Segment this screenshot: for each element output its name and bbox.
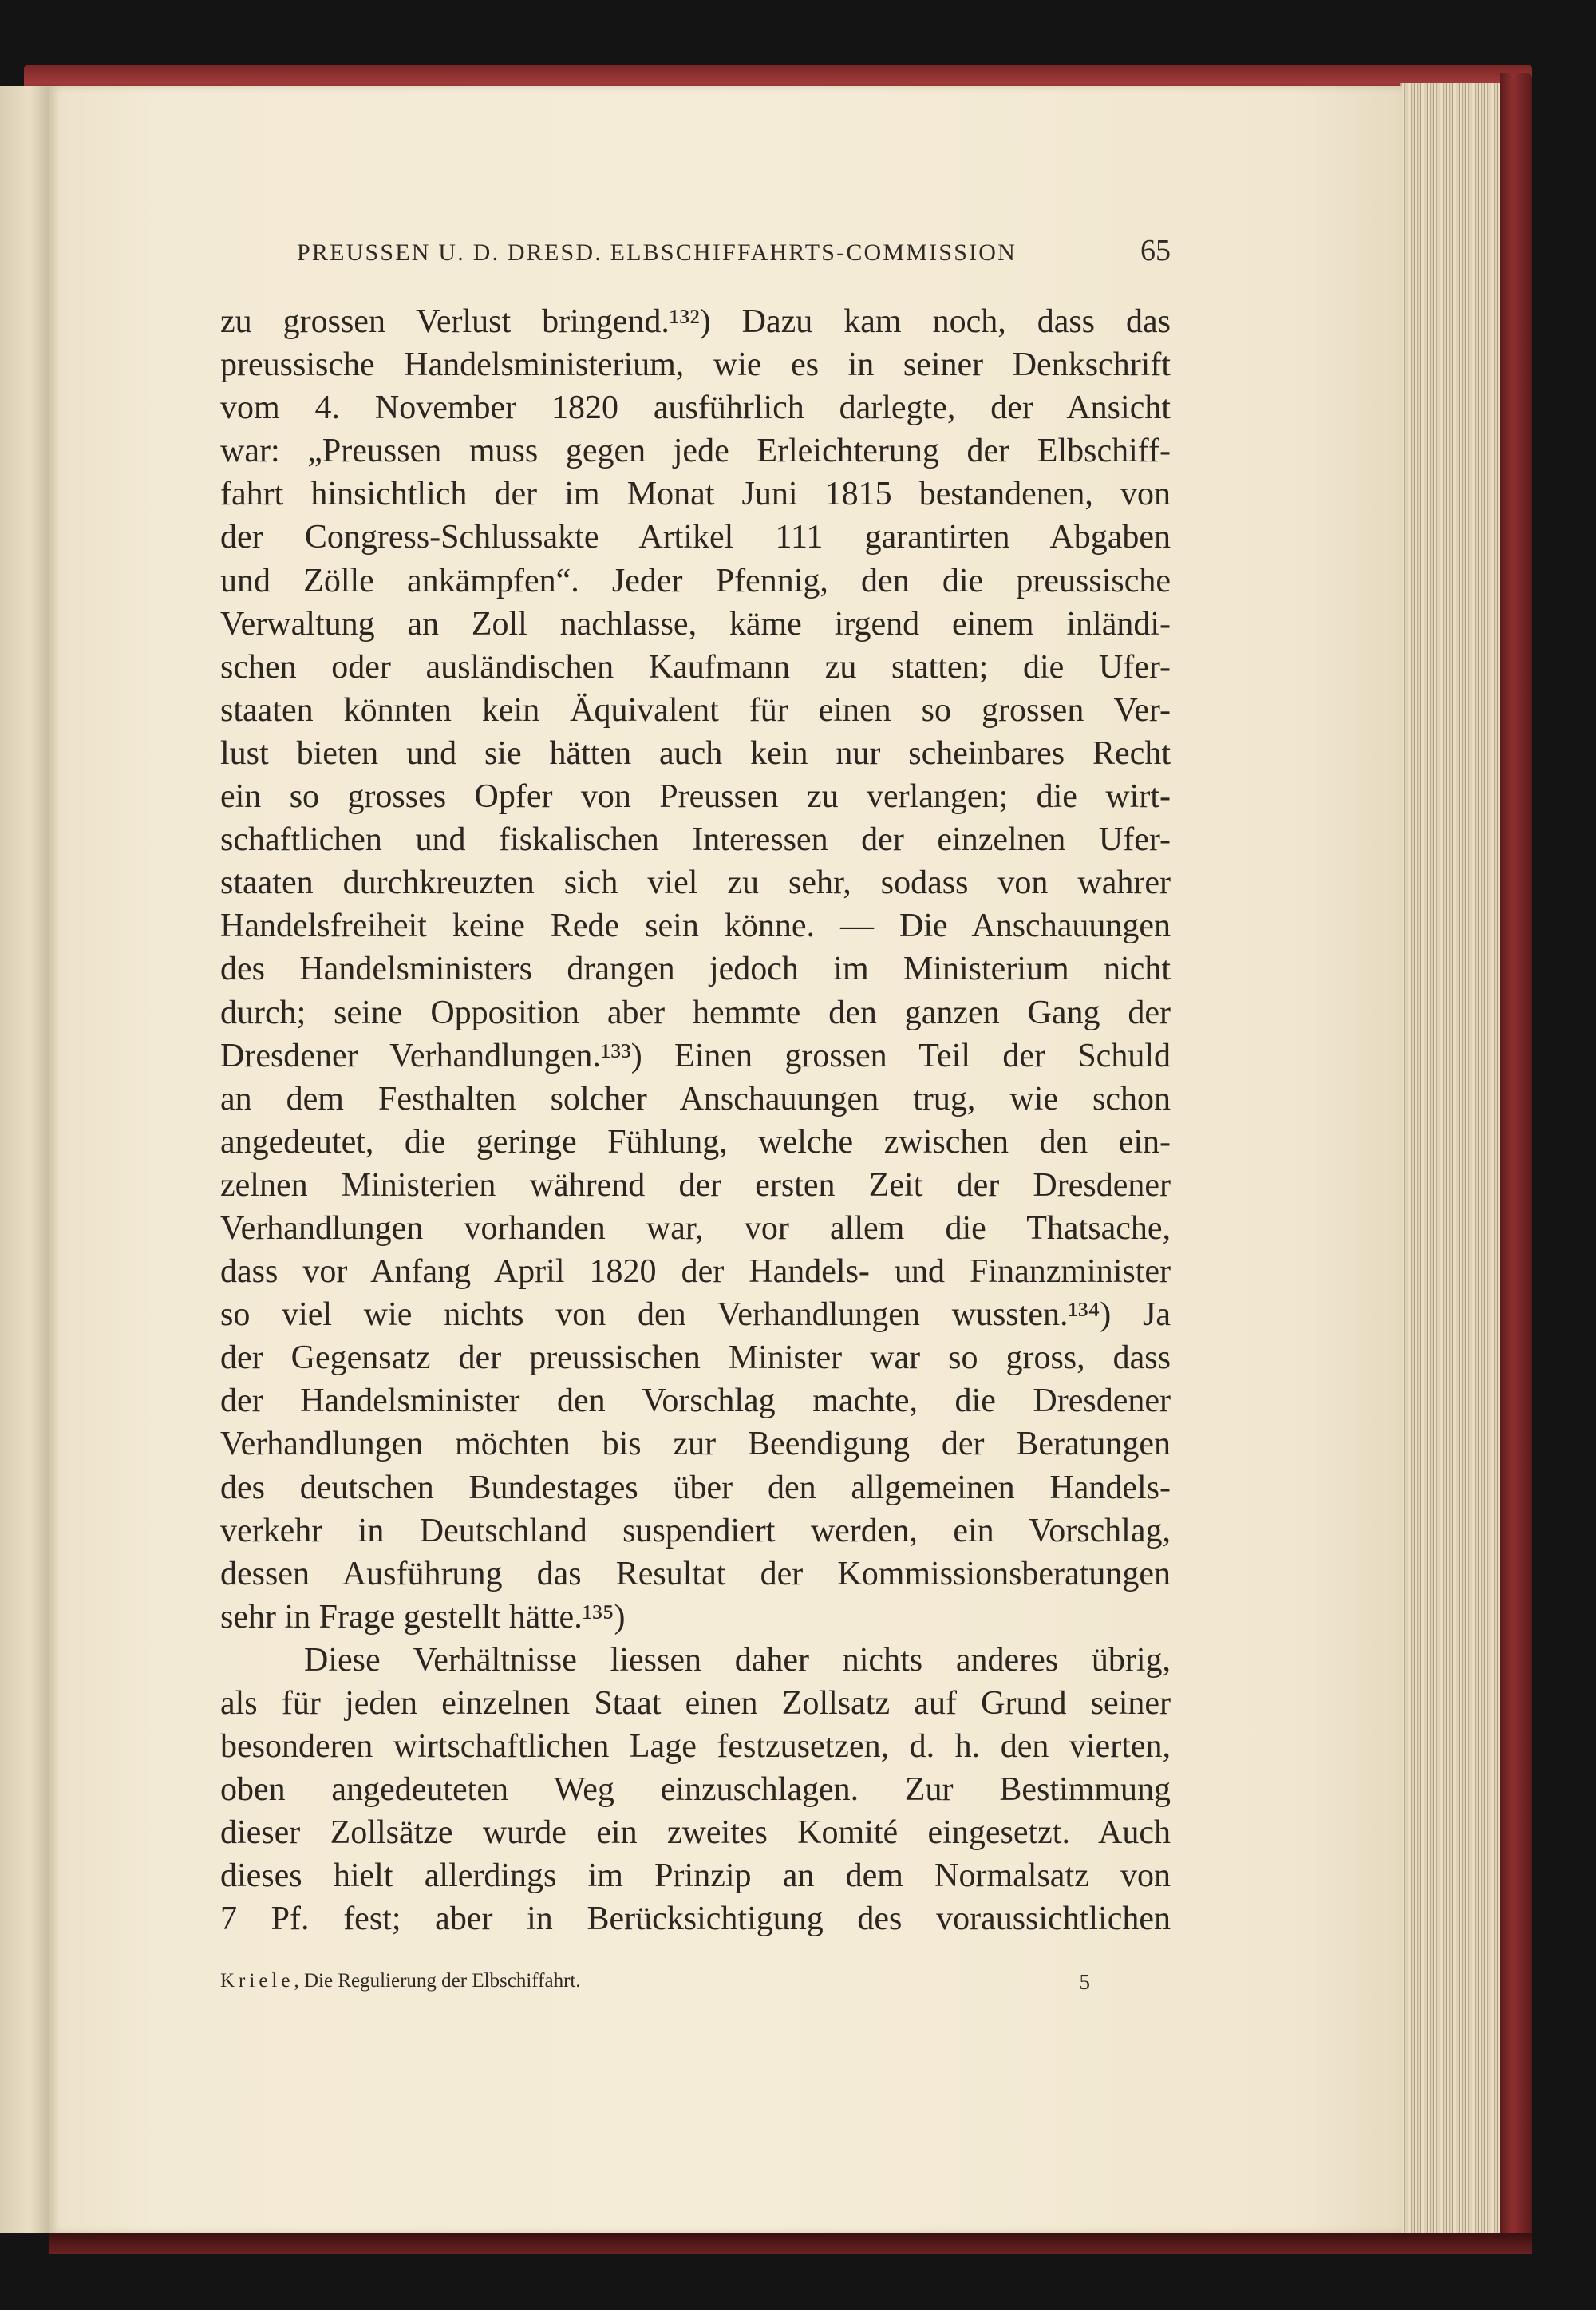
previous-page-edge: [0, 86, 51, 2233]
text-line: war: „Preussen muss gegen jede Erleichterung der Elbschiff-: [220, 433, 1171, 470]
text-line: Verwaltung an Zoll nachlasse, käme irgend einem inländi-: [220, 605, 1171, 643]
text-line: 7 Pf. fest; aber in Berücksichtigung des voraussichtlichen: [220, 1901, 1171, 1938]
text-line: dieses hielt allerdings im Prinzip an dem Normalsatz von: [220, 1857, 1171, 1895]
text-line: lust bieten und sie hätten auch kein nur scheinbares Recht: [220, 734, 1171, 772]
book-cover-bottom-edge: [49, 2233, 1532, 2254]
footer-book-title: , Die Regulierung der Elbschiffahrt.: [294, 1970, 581, 1992]
text-line: Dresdener Verhandlungen.¹³³) Einen grossen Teil der Schuld: [220, 1037, 1171, 1074]
signature-footer: [220, 1970, 1090, 2002]
text-line: oben angedeuteten Weg einzuschlagen. Zur Bestimmung: [220, 1771, 1171, 1809]
text-line: dieser Zollsätze wurde ein zweites Komité eingesetzt. Auch: [220, 1814, 1171, 1852]
text-line: dass vor Anfang April 1820 der Handels- und Finanzminister: [220, 1253, 1171, 1291]
text-line: zu grossen Verlust bringend.¹³²) Dazu kam noch, dass das: [220, 303, 1171, 340]
text-line: ein so grosses Opfer von Preussen zu verlangen; die wirt-: [220, 778, 1171, 816]
text-line: Diese Verhältnisse liessen daher nichts anderes übrig,: [304, 1641, 1171, 1679]
body-text: [220, 300, 1171, 1941]
text-line: dessen Ausführung das Resultat der Kommissionsberatungen: [220, 1555, 1171, 1592]
text-line: vom 4. November 1820 ausführlich darlegte, der Ansicht: [220, 390, 1171, 427]
text-line: sehr in Frage gestellt hätte.¹³⁵): [220, 1598, 626, 1636]
text-line: der Handelsminister den Vorschlag machte, die Dresdener: [220, 1382, 1171, 1420]
text-line: Handelsfreiheit keine Rede sein könne. — Die Anschauungen: [220, 908, 1171, 945]
text-line: verkehr in Deutschland suspendiert werden, ein Vorschlag,: [220, 1512, 1171, 1549]
text-line: besonderen wirtschaftlichen Lage festzusetzen, d. h. den vierten,: [220, 1728, 1171, 1766]
text-line: als für jeden einzelnen Staat einen Zollsatz auf Grund seiner: [220, 1685, 1171, 1722]
page-number: 65: [1140, 234, 1171, 267]
text-line: Verhandlungen möchten bis zur Beendigung der Beratungen: [220, 1426, 1171, 1463]
text-line: an dem Festhalten solcher Anschauungen trug, wie schon: [220, 1080, 1171, 1117]
text-line: fahrt hinsichtlich der im Monat Juni 1815 bestandenen, von: [220, 476, 1171, 513]
text-line: der Congress-Schlussakte Artikel 111 garantirten Abgaben: [220, 519, 1171, 556]
text-line: staaten durchkreuzten sich viel zu sehr, sodass von wahrer: [220, 864, 1171, 902]
text-line: durch; seine Opposition aber hemmte den ganzen Gang der: [220, 994, 1171, 1031]
text-line: der Gegensatz der preussischen Minister war so gross, dass: [220, 1339, 1171, 1377]
text-line: preussische Handelsministerium, wie es in seiner Denkschrift: [220, 346, 1171, 384]
text-line: schaftlichen und fiskalischen Interessen der einzelnen Ufer-: [220, 821, 1171, 859]
page-stack-edge: [1400, 83, 1514, 2238]
running-title: PREUSSEN U. D. DRESD. ELBSCHIFFAHRTS-COMMISSION: [297, 239, 1017, 266]
signature-number: 5: [1079, 1970, 1090, 1994]
running-header: [297, 233, 1171, 273]
text-line: und Zölle ankämpfen“. Jeder Pfennig, den die preussische: [220, 562, 1171, 599]
book-cover-right-edge: [1500, 73, 1532, 2241]
text-line: so viel wie nichts von den Verhandlungen wussten.¹³⁴) Ja: [220, 1296, 1171, 1334]
text-line: angedeutet, die geringe Fühlung, welche zwischen den ein-: [220, 1123, 1171, 1161]
text-line: Verhandlungen vorhanden war, vor allem die Thatsache,: [220, 1209, 1171, 1247]
text-line: des deutschen Bundestages über den allgemeinen Handels-: [220, 1469, 1171, 1506]
text-line: schen oder ausländischen Kaufmann zu statten; die Ufer-: [220, 648, 1171, 686]
text-line: zelnen Ministerien während der ersten Zeit der Dresdener: [220, 1166, 1171, 1204]
text-line: staaten könnten kein Äquivalent für einen so grossen Ver-: [220, 691, 1171, 729]
footer-author: Kriele: [220, 1970, 294, 1992]
text-line: des Handelsministers drangen jedoch im Ministerium nicht: [220, 951, 1171, 988]
